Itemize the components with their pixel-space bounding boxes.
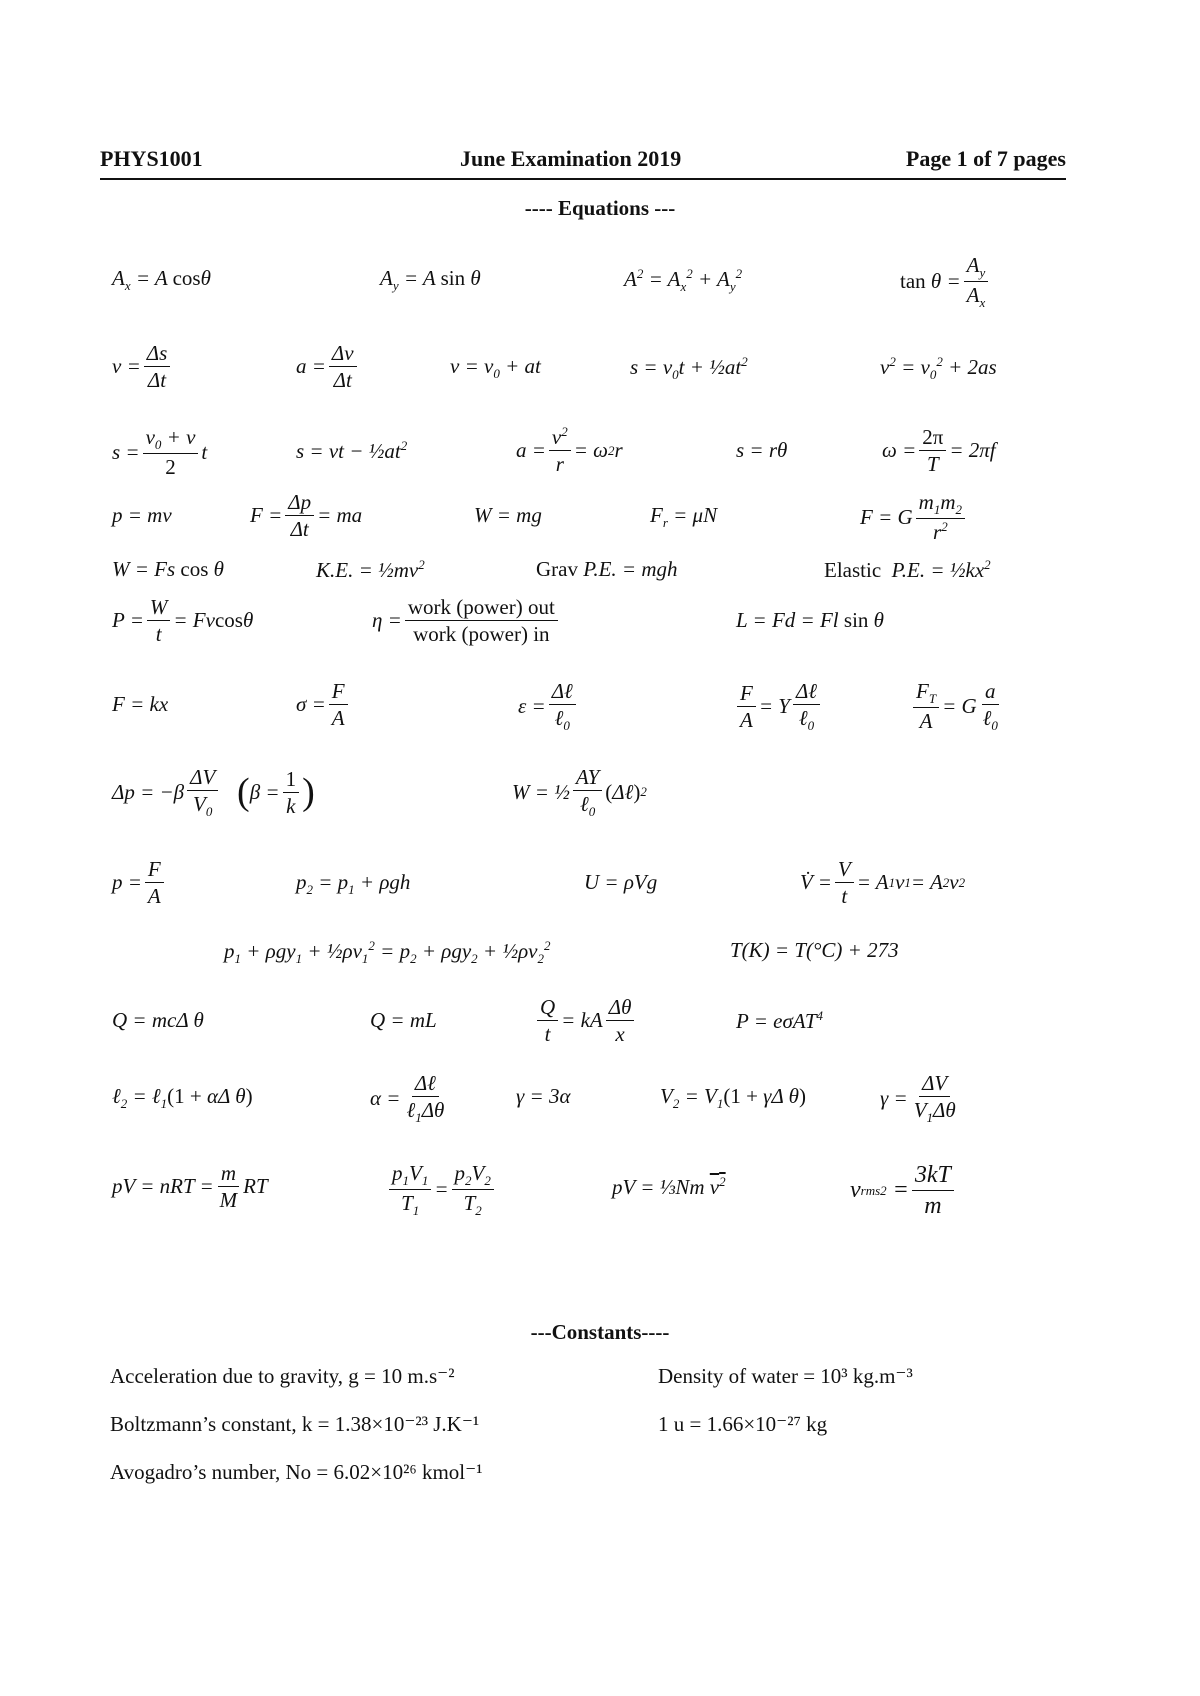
eq-gamma-alpha: γ = 3α (516, 1084, 571, 1108)
eq-s-rtheta: s = rθ (736, 438, 788, 462)
header-rule (100, 178, 1066, 180)
eq-ideal-gas: pV = nRT = $\frac{m}{M}$ RT (112, 1161, 268, 1213)
eq-omega: ω = $\frac{2\pi}{T}$ = 2πf (882, 425, 996, 477)
eq-conduction: $\frac{Q}{t}$ = kA $\frac{\Delta\theta}{x}$ (534, 994, 637, 1048)
eq-latent: Q = mL (370, 1008, 437, 1032)
page-number: Page 1 of 7 pages (905, 146, 1066, 171)
eq-shear: $\frac{F_T}{A}$ = G $\frac{a}{\ell_0}$ (910, 678, 1004, 735)
eq-v2: $v^2 = v_0^2 + 2as$ (880, 354, 997, 383)
eq-epe: Elastic P.E. = $\frac{1}{2}kx^2$ (824, 557, 991, 582)
eq-upthrust: U = ρVg (584, 870, 658, 894)
eq-stress: σ = $\frac{F}{A}$ (296, 678, 351, 732)
eq-ay: $A_y = A$ sin θ (380, 266, 481, 294)
eq-kinetic-theory: pV = ⅓Nm $v^2$ (612, 1174, 726, 1199)
eq-hydrostatic: $p_2 = p_1 + \rho gh$ (296, 870, 411, 898)
equations-title: ---- Equations --- (524, 196, 676, 220)
eq-hooke: F = kx (112, 692, 169, 716)
eq-ke: K.E. = $\frac{1}{2}mv^2$ (316, 557, 425, 582)
const-boltzmann: Boltzmann’s constant, k = 1.38×10⁻²³ J.K⁻¹ (110, 1412, 480, 1436)
eq-kelvin: T(K) = T(°C) + 273 (730, 938, 899, 962)
eq-radiation: P = eσAT$^4$ (736, 1008, 824, 1033)
const-avogadro: Avogadro’s number, No = 6.02×10²⁶ kmol⁻¹ (110, 1460, 483, 1484)
eq-linear-expansion: ℓ$_2$ = ℓ$_1$(1 + αΔ θ) (112, 1084, 253, 1112)
eq-strain: ε = $\frac{\text{Δℓ}}{\ell_0}$ (518, 678, 579, 735)
eq-torque: L = Fd = Fl sin θ (736, 608, 884, 632)
eq-elastic-energy: W = ½ $\frac{AY}{\ell_0}$ ( Δℓ ) 2 (512, 765, 647, 820)
eq-s-avg: s = $\frac{v_0 + v}{2}$ t (112, 425, 208, 480)
eq-a-dv: a = $\frac{\Delta v}{\Delta t}$ (296, 340, 360, 394)
eq-tan: tan θ = $\frac{A_y}{A_x}$ (900, 252, 991, 312)
eq-s-v0t: $s = v_0t$ + $\frac{1}{2}at^2$ (630, 354, 748, 383)
eq-gravitation: F = G $\frac{m_1m_2}{r^2}$ (860, 489, 968, 546)
eq-w-mg: W = mg (474, 503, 542, 527)
eq-flow: V̇ = $\frac{V}{t}$ = A 1 v 1 = A 2 v 2 (800, 857, 966, 909)
eq-pressure: p = $\frac{F}{A}$ (112, 856, 167, 910)
eq-heat: Q = mcΔ θ (112, 1008, 204, 1032)
eq-a-centripetal: a = $\frac{v^2}{r}$ = ω 2 r (516, 424, 623, 477)
eq-volume-expansion: $V_2 = V_1(1 + \gamma\Delta$ θ) (660, 1084, 806, 1112)
course-code: PHYS1001 (100, 146, 203, 171)
eq-p-mv: p = mv (112, 503, 172, 527)
eq-bernoulli: $p_1 + \rho gy_1$ + $\frac{1}{2}\rho v_1^2 = p_2 + \rho gy_2$ + $\frac{1}{2}\rho v_2^2$ (224, 938, 551, 967)
eq-s-vt: s = vt − $\frac{1}{2}at^2$ (296, 438, 408, 463)
eq-v-v0: $v = v_0$ + at (450, 354, 541, 382)
eq-young: $\frac{F}{A}$ = Y $\frac{\text{Δℓ}}{\ell_0}$ (734, 678, 823, 735)
constants-title: ---Constants---- (530, 1320, 670, 1344)
eq-friction: $F_r = \mu N$ (650, 503, 718, 531)
eq-alpha: α = $\frac{\text{Δℓ}}{\ell_1\Delta\theta}$ (370, 1071, 445, 1126)
eq-vrms: v rms 2 = $\frac{3kT}{m}$ (850, 1160, 957, 1221)
eq-ax: $A_x = A$ cosθ (112, 266, 211, 294)
eq-work: W = Fs cos θ (112, 557, 224, 581)
eq-f-dp: F = $\frac{\Delta p}{\Delta t}$ = ma (250, 490, 363, 542)
eq-gpe: Grav P.E. = mgh (536, 557, 678, 581)
eq-v-ds: v = $\frac{\Delta s}{\Delta t}$ (112, 340, 173, 394)
eq-combined-gas: $\frac{p_1V_1}{T_1}$ = $\frac{p_2V_2}{T_2}$ (386, 1160, 497, 1220)
eq-gamma: γ = $\frac{\Delta V}{V_1\Delta\theta}$ (880, 1071, 956, 1126)
eq-bulk: Δp = −β $\frac{\Delta V}{V_0}$ ( β = $\frac{1}{k}$ ) (112, 765, 315, 820)
const-atomic-mass-unit: 1 u = 1.66×10⁻²⁷ kg (658, 1412, 828, 1436)
const-gravity: Acceleration due to gravity, g = 10 m.s⁻² (110, 1364, 455, 1388)
eq-power: P = $\frac{W}{t}$ = Fv cos θ (112, 595, 254, 647)
const-water-density: Density of water = 10³ kg.m⁻³ (658, 1364, 913, 1388)
exam-title: June Examination 2019 (460, 146, 682, 171)
eq-a2: $A^2 = A_x^2 + A_y^2$ (624, 266, 743, 295)
eq-efficiency: η = $\frac{\text{work (power) out}}{\text{work (power) in}}$ (372, 594, 561, 648)
